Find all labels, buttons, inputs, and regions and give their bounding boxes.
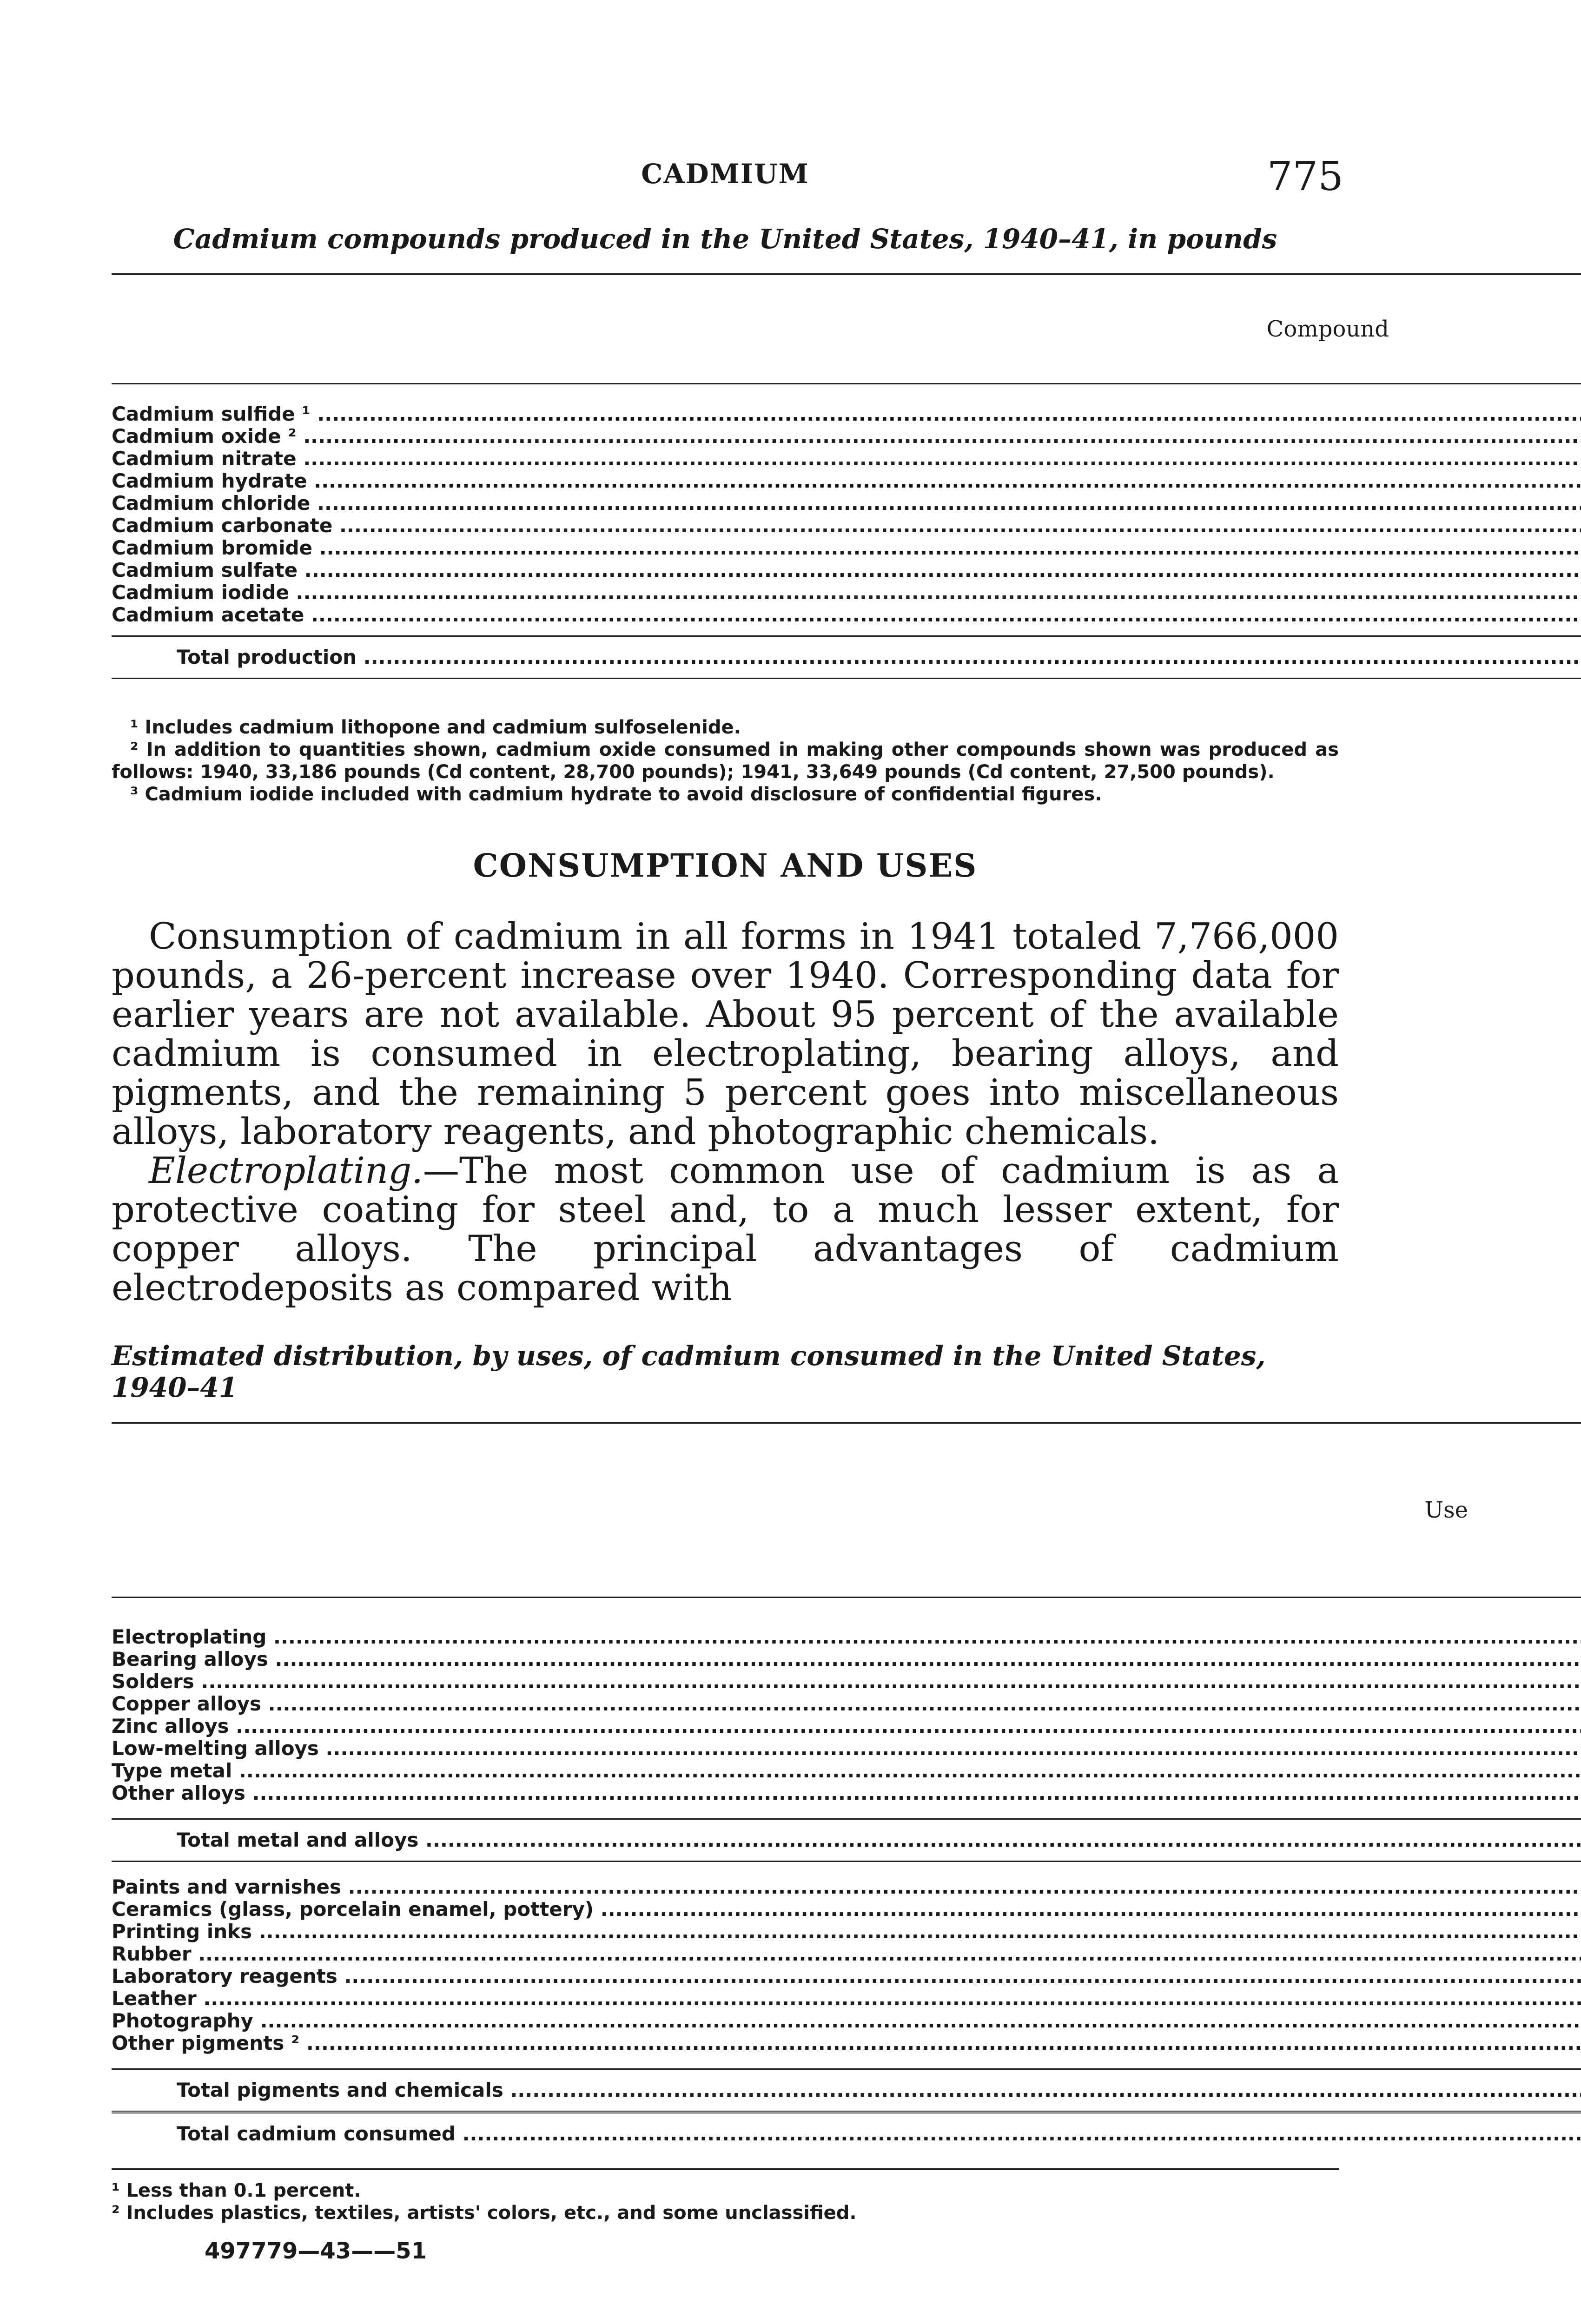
table-row	[112, 1943, 1581, 1965]
row-label	[112, 646, 1581, 668]
row-label	[112, 559, 1581, 581]
row-label-text: Cadmium sulfide ¹ .....	[112, 403, 1581, 425]
row-label	[112, 2032, 1581, 2054]
row-label-text: Copper alloys .....	[112, 1693, 1581, 1715]
row-label	[112, 1921, 1581, 1943]
table-row	[112, 1670, 1581, 1693]
table-row	[112, 1737, 1581, 1760]
subtotal-row	[112, 2079, 1581, 2101]
row-spacer	[112, 1819, 1581, 1829]
row-label-text: Leather .....	[112, 1987, 1581, 2010]
running-head	[112, 153, 1343, 205]
table-row	[112, 2032, 1581, 2054]
row-label	[112, 2123, 1581, 2145]
row-label-text: Low-melting alloys .....	[112, 1737, 1581, 1760]
row-label-text: Ceramics (glass, porcelain enamel, pottery) .....	[112, 1898, 1581, 1921]
page-number: 775	[1267, 153, 1343, 200]
row-label	[112, 492, 1581, 515]
row-label-text: Cadmium hydrate .....	[112, 470, 1581, 492]
row-label	[112, 604, 1581, 626]
row-spacer	[112, 1804, 1581, 1819]
row-label	[112, 425, 1581, 448]
row-label	[112, 1876, 1581, 1898]
row-label-text: Type metal .....	[112, 1760, 1581, 1782]
row-label-text: Printing inks .....	[112, 1921, 1581, 1943]
table-row	[112, 1965, 1581, 1987]
row-label-text: Photography .....	[112, 2010, 1581, 2032]
table-row	[112, 470, 1581, 492]
row-label	[112, 1829, 1581, 1851]
table-row	[112, 1876, 1581, 1898]
row-label	[112, 1737, 1581, 1760]
row-spacer	[112, 1862, 1581, 1876]
col-compound-header: Compound	[112, 274, 1581, 384]
footnote: ¹ Includes cadmium lithopone and cadmium sulfoselenide.	[130, 717, 741, 738]
table-row	[112, 581, 1581, 604]
row-label	[112, 1715, 1581, 1737]
row-spacer	[112, 2069, 1581, 2080]
row-label	[112, 515, 1581, 537]
row-spacer	[112, 384, 1581, 403]
row-label-text: Total cadmium consumed .....	[177, 2123, 1581, 2145]
row-spacer	[112, 626, 1581, 636]
row-label	[112, 470, 1581, 492]
row-label	[112, 1898, 1581, 1921]
row-label-text: Total production .....	[177, 646, 1581, 668]
row-label	[112, 448, 1581, 470]
table2-footnotes	[112, 2168, 1339, 2224]
row-spacer	[112, 636, 1581, 647]
page-title: CADMIUM	[641, 158, 809, 190]
row-label-text: Cadmium chloride .....	[112, 492, 1581, 515]
table-row	[112, 425, 1581, 448]
row-label	[112, 1943, 1581, 1965]
row-label	[112, 581, 1581, 604]
print-code: 497779—43——51	[205, 2238, 427, 2264]
paragraph-text: —The most common use of cadmium is as a protective coating for steel and, to a much lesser extent, for copper alloys. The principal advantages of cadmium electrodeposits as compared with	[112, 1150, 1339, 1309]
table2-caption: Estimated distribution, by uses, of cadmium consumed in the United States, 1940–41	[112, 1340, 1266, 1403]
uses-table	[112, 1422, 1581, 2154]
table-row	[112, 604, 1581, 626]
table-row	[112, 448, 1581, 470]
row-label	[112, 403, 1581, 425]
row-label-text: Other pigments ² .....	[112, 2032, 1581, 2054]
row-label-text: Cadmium bromide .....	[112, 537, 1581, 559]
paragraph-lead: Electroplating.	[149, 1150, 423, 1192]
table-row	[112, 559, 1581, 581]
row-label-text: Paints and varnishes .....	[112, 1876, 1581, 1898]
row-label-text: Laboratory reagents .....	[112, 1965, 1581, 1987]
row-label-text: Cadmium iodide .....	[112, 581, 1581, 604]
row-label	[112, 1782, 1581, 1804]
footnote: ³ Cadmium iodide included with cadmium hydrate to avoid disclosure of confidential figures.	[130, 784, 1102, 805]
row-label	[112, 1693, 1581, 1715]
table-row	[112, 1760, 1581, 1782]
row-label	[112, 537, 1581, 559]
subtotal-row	[112, 1829, 1581, 1851]
table-row	[112, 1693, 1581, 1715]
row-label-text: Solders .....	[112, 1670, 1581, 1693]
row-spacer	[112, 1851, 1581, 1862]
table-row	[112, 1715, 1581, 1737]
compounds-table	[112, 273, 1581, 679]
row-label-text: Electroplating .....	[112, 1626, 1581, 1648]
table-row	[112, 515, 1581, 537]
row-label-text: Cadmium carbonate .....	[112, 515, 1581, 537]
footnote: ² In addition to quantities shown, cadmium oxide consumed in making other compounds shown was produced as follows: 1940, 33,186 pounds (Cd content, 28,700 pounds); 1941, 33,649 pounds (Cd content, 27,500 pounds).	[112, 739, 1339, 783]
col-use-header: Use	[112, 1423, 1581, 1598]
row-spacer	[112, 1598, 1581, 1626]
row-label-text: Total metal and alloys .....	[177, 1829, 1581, 1851]
paragraph: Consumption of cadmium in all forms in 1941 totaled 7,766,000 pounds, a 26-percent increase over 1940. Corresponding data for earlier years are not available. About 95 percent of the available cadmium is consumed in electroplating, bearing alloys, and pigments, and the remaining 5 percent goes into miscellaneous alloys, laboratory reagents, and photographic chemicals.	[112, 916, 1339, 1153]
table-row	[112, 1648, 1581, 1670]
row-label	[112, 2079, 1581, 2101]
table-row	[112, 1921, 1581, 1943]
row-label-text: Cadmium oxide ² .....	[112, 425, 1581, 448]
row-spacer	[112, 2145, 1581, 2154]
footnote: ¹ Less than 0.1 percent.	[112, 2180, 361, 2201]
table1-caption: Cadmium compounds produced in the United States, 1940–41, in pounds	[173, 223, 1277, 255]
table1-footnotes	[112, 716, 1339, 805]
row-label	[112, 1987, 1581, 2010]
table-row	[112, 1898, 1581, 1921]
row-label-text: Rubber .....	[112, 1943, 1581, 1965]
table-row	[112, 1626, 1581, 1648]
row-spacer	[112, 2112, 1581, 2123]
row-spacer	[112, 2054, 1581, 2069]
table-row	[112, 403, 1581, 425]
row-label-text: Cadmium sulfate .....	[112, 559, 1581, 581]
grand-total-row	[112, 2123, 1581, 2145]
footnote: ² Includes plastics, textiles, artists' colors, etc., and some unclassified.	[112, 2202, 857, 2224]
row-label	[112, 1626, 1581, 1648]
page	[112, 153, 1469, 2264]
body-text	[112, 917, 1339, 1307]
section-heading: CONSUMPTION AND USES	[473, 847, 978, 885]
row-label-text: Bearing alloys .....	[112, 1648, 1581, 1670]
row-label	[112, 2010, 1581, 2032]
table-row	[112, 1987, 1581, 2010]
row-label-text: Zinc alloys .....	[112, 1715, 1581, 1737]
row-label	[112, 1965, 1581, 1987]
row-label	[112, 1760, 1581, 1782]
table-row	[112, 1782, 1581, 1804]
total-row	[112, 646, 1581, 668]
row-label	[112, 1670, 1581, 1693]
row-spacer	[112, 2101, 1581, 2112]
table-row	[112, 2010, 1581, 2032]
table-row	[112, 492, 1581, 515]
row-label-text: Cadmium acetate .....	[112, 604, 1581, 626]
row-label-text: Total pigments and chemicals .....	[177, 2079, 1581, 2101]
row-label-text: Cadmium nitrate .....	[112, 448, 1581, 470]
table-row	[112, 537, 1581, 559]
paragraph	[112, 1151, 1339, 1307]
row-label	[112, 1648, 1581, 1670]
row-spacer	[112, 668, 1581, 679]
row-label-text: Other alloys .....	[112, 1782, 1581, 1804]
